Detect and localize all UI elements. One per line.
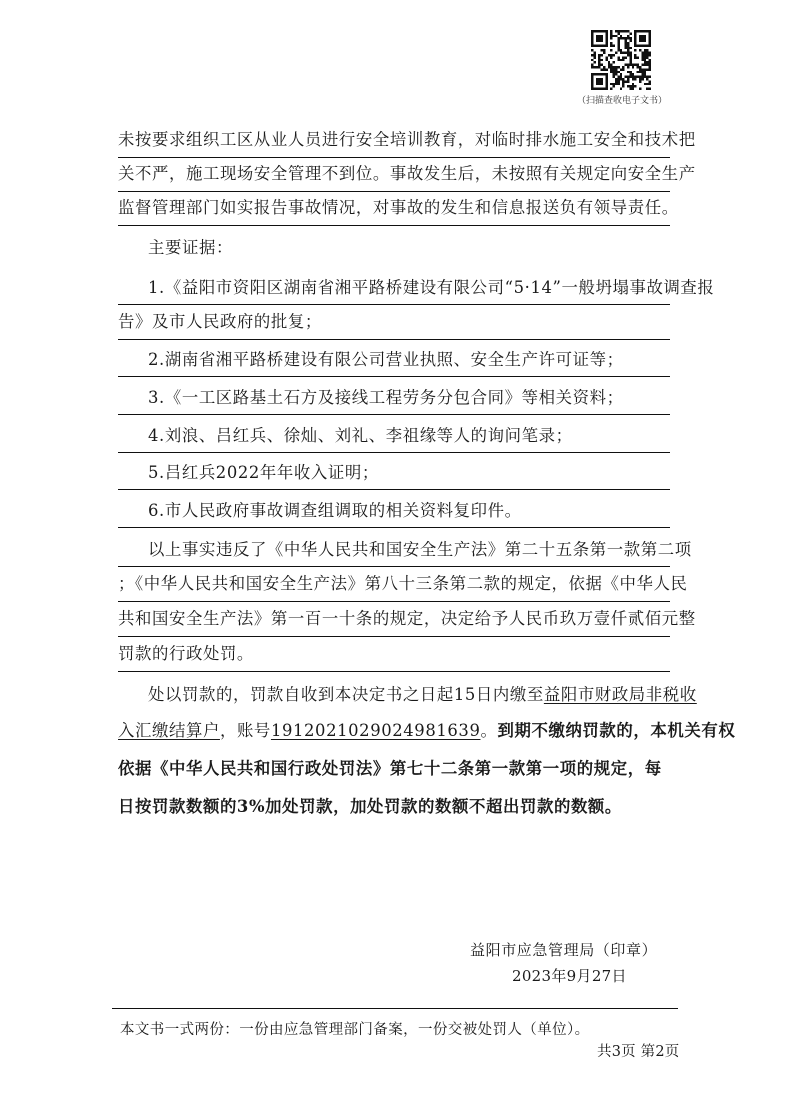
payment-text: 处以罚款的，罚款自收到本决定书之日起15日内缴至 [148,685,544,704]
penalty-notice-line-3: 日按罚款数额的3%加处罚款，加处罚款的数额不超出罚款的数额。 [118,797,622,816]
evidence-item-6: 6.市人民政府事故调查组调取的相关资料复印件。 [118,494,670,528]
body-line-3: 监督管理部门如实报告事故情况，对事故的发生和信息报送负有领导责任。 [118,191,670,226]
qr-code-icon[interactable] [591,30,651,90]
issue-date: 2023年9月27日 [512,967,627,985]
evidence-heading: 主要证据： [148,238,233,257]
issuing-organization: 益阳市应急管理局（印章） [470,941,658,959]
payment-line-1 [118,678,697,712]
payee-name: 益阳市财政局非税收 [543,685,697,704]
penalty-notice-start: 到期不缴纳罚款的，本机关有权 [497,721,736,740]
evidence-item-1b: 告》及市人民政府的批复； [118,305,670,340]
payment-punct: 。 [480,721,498,740]
evidence-item-5: 5.吕红兵2022年年收入证明； [118,456,670,490]
payee-account-type: 入汇缴结算户 [118,721,220,740]
body-line-2: 关不严，施工现场安全管理不到位。事故发生后，未按照有关规定向安全生产 [118,157,670,192]
account-number: 1912021029024981639 [270,721,481,740]
violation-line-1: 以上事实违反了《中华人民共和国安全生产法》第二十五条第一款第二项 [118,533,670,567]
copies-note: 本文书一式两份：一份由应急管理部门备案，一份交被处罚人（单位）。 [120,1022,590,1038]
violation-line-3: 共和国安全生产法》第一百一十条的规定，决定给予人民币玖万壹仟贰佰元整 [118,602,670,637]
penalty-notice-line-2: 依据《中华人民共和国行政处罚法》第七十二条第一款第一项的规定，每 [118,759,662,778]
account-label: ，账号 [219,721,271,740]
payment-line-2 [118,714,736,748]
evidence-item-1a: 1.《益阳市资阳区湖南省湘平路桥建设有限公司“5·14”一般坍塌事故调查报 [118,271,670,305]
evidence-item-2: 2.湖南省湘平路桥建设有限公司营业执照、安全生产许可证等； [118,343,670,377]
qr-caption: （扫描查收电子文书） [576,96,667,106]
evidence-item-4: 4.刘浪、吕红兵、徐灿、刘礼、李祖缘等人的询问笔录； [118,419,670,453]
violation-line-2: ；《中华人民共和国安全生产法》第八十三条第二款的规定，依据《中华人民 [118,567,670,602]
footer-divider [112,1008,678,1009]
evidence-item-3: 3.《一工区路基土石方及接线工程劳务分包合同》等相关资料； [118,381,670,415]
violation-line-4: 罚款的行政处罚。 [118,637,670,672]
body-line-1: 未按要求组织工区从业人员进行安全培训教育，对临时排水施工安全和技术把 [118,123,670,158]
page-number: 共3页 第2页 [597,1044,680,1060]
